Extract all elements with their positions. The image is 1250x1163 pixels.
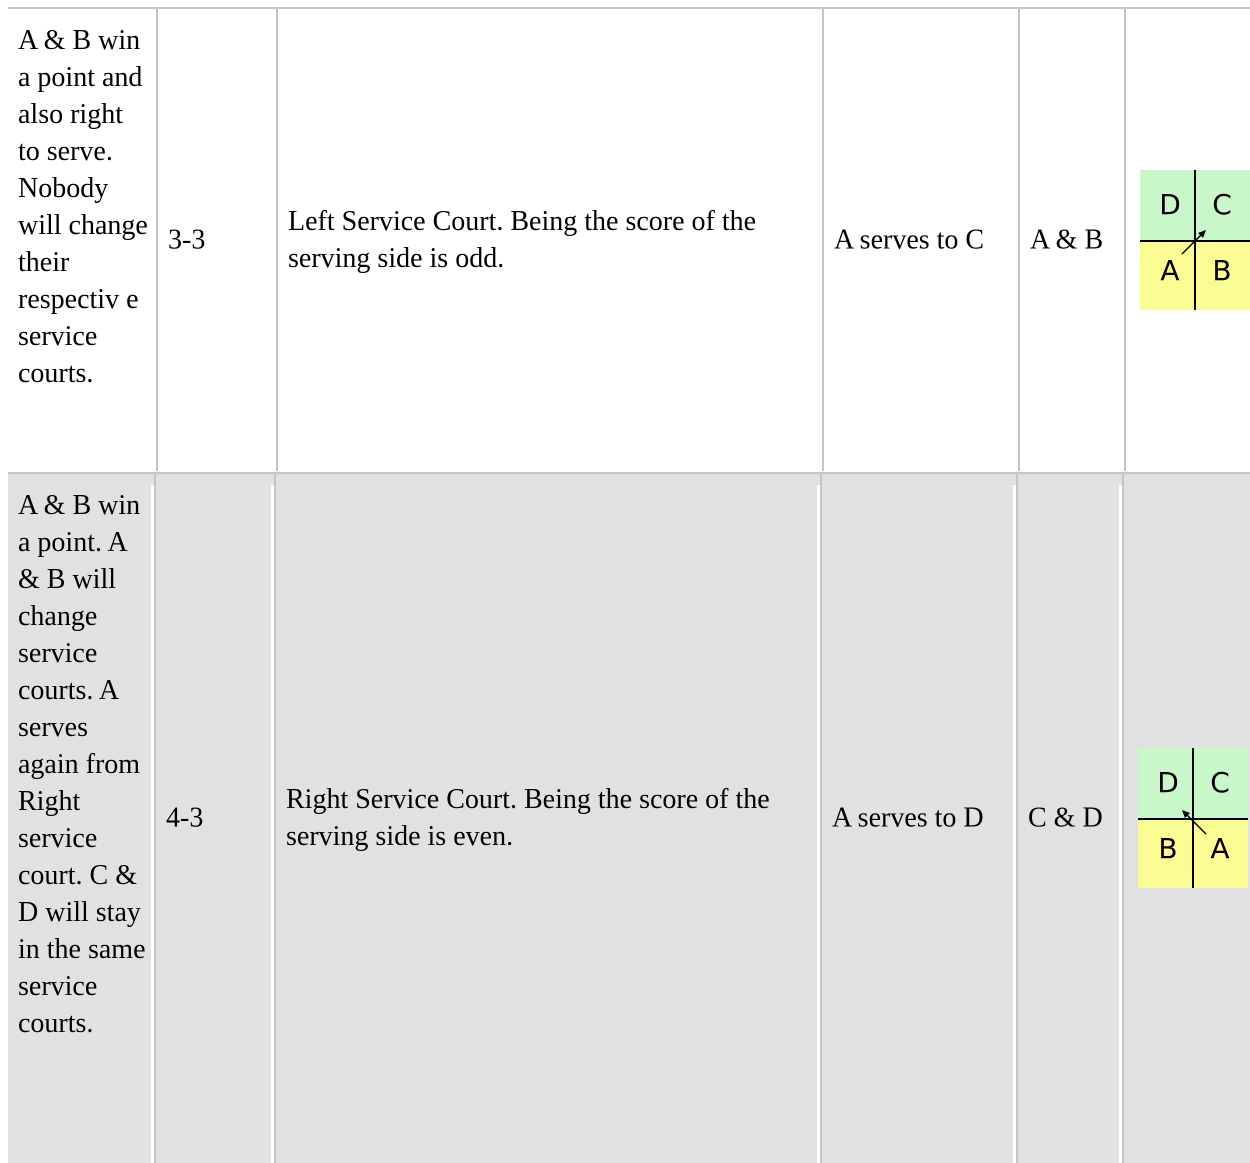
player-label: B: [1158, 832, 1178, 865]
player-label: D: [1157, 766, 1179, 799]
description-cell: [8, 8, 156, 471]
serve-arrow-icon: [1140, 170, 1250, 310]
table-row: [8, 8, 1250, 471]
description-cell: [8, 473, 156, 1163]
court-diagram: [1138, 748, 1248, 888]
player-label: A: [1160, 253, 1180, 287]
player-label: B: [1212, 253, 1232, 287]
serve-text: A serves to D: [832, 802, 984, 834]
player-label: C: [1212, 187, 1232, 221]
player-label: A: [1210, 832, 1230, 865]
diagram-cell: [1124, 473, 1250, 1163]
serve-arrow-icon: [1138, 748, 1248, 888]
court-text: Right Service Court. Being the score of the serving side is even.: [286, 784, 770, 852]
player-label: D: [1159, 187, 1181, 221]
court-cell: [276, 8, 822, 471]
serve-cell: [822, 8, 1018, 471]
player-label: C: [1210, 766, 1230, 799]
table-row: [8, 473, 1250, 1163]
court-cell: [276, 473, 822, 1163]
court-diagram: [1140, 170, 1250, 310]
score-cell: [156, 473, 276, 1163]
winner-cell: [1018, 8, 1124, 471]
score-text: 3-3: [168, 224, 206, 255]
description-text: A & B win a point and also right to serve. Nobody will change their respectiv e service courts.: [18, 25, 148, 389]
court-text: Left Service Court. Being the score of the serving side is odd.: [288, 205, 757, 274]
serve-cell: [822, 473, 1018, 1163]
winner-text: A & B: [1030, 224, 1104, 255]
serve-text: A serves to C: [834, 224, 985, 255]
description-text: A & B win a point. A & B will change service courts. A serves again from Right service court. C & D will stay in the same service courts.: [18, 490, 146, 1039]
score-text: 4-3: [166, 802, 204, 834]
score-cell: [156, 8, 276, 471]
diagram-cell: [1124, 8, 1250, 471]
winner-text: C & D: [1028, 802, 1103, 834]
winner-cell: [1018, 473, 1124, 1163]
